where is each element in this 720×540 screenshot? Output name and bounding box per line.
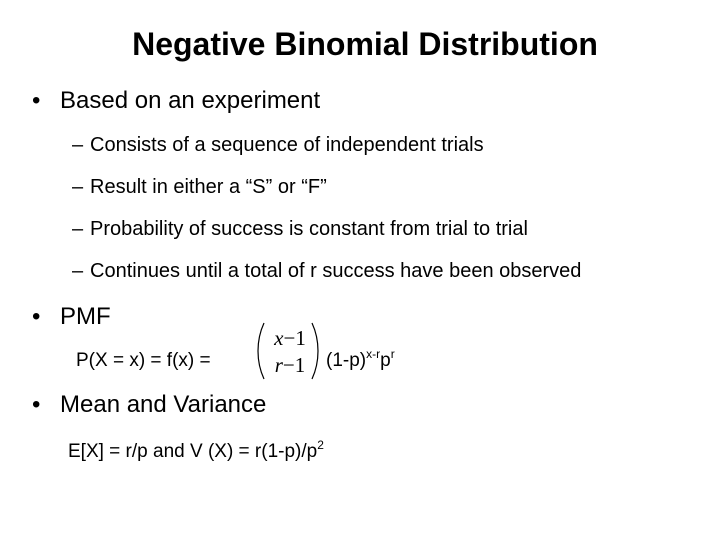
mean-variance-text: E[X] = r/p and V (X) = r(1-p)/p bbox=[68, 441, 318, 462]
binom-bottom: r−1 bbox=[274, 353, 306, 377]
bullet-marker: • bbox=[32, 303, 41, 330]
pmf-rhs-exp1: x-r bbox=[366, 347, 381, 361]
dash-marker: – bbox=[72, 134, 84, 156]
left-paren-icon bbox=[257, 322, 265, 380]
mean-variance-exp: 2 bbox=[317, 438, 324, 452]
pmf-lhs: P(X = x) = f(x) = bbox=[76, 350, 211, 371]
subitem-text: Consists of a sequence of independent trials bbox=[90, 134, 484, 156]
bullet-mean-variance bbox=[32, 390, 266, 420]
binomial-coefficient bbox=[257, 322, 319, 384]
bullet-marker: • bbox=[32, 391, 41, 418]
subitem-probability bbox=[72, 216, 528, 242]
dash-marker: – bbox=[72, 260, 84, 282]
pmf-rhs-exp2: r bbox=[390, 347, 395, 361]
dash-marker: – bbox=[72, 218, 84, 240]
bullet-label: Based on an experiment bbox=[60, 87, 321, 114]
pmf-rhs-base: (1-p) bbox=[326, 350, 367, 371]
subitem-sequence bbox=[72, 132, 484, 158]
subitem-continues bbox=[72, 258, 581, 284]
bullet-experiment bbox=[32, 86, 320, 116]
slide-title: Negative Binomial Distribution bbox=[132, 26, 598, 62]
right-paren-icon bbox=[311, 322, 319, 380]
mean-variance-formula bbox=[68, 440, 324, 464]
pmf-rhs bbox=[326, 349, 395, 373]
pmf-rhs-p: p bbox=[380, 350, 391, 371]
binom-top: x−1 bbox=[274, 326, 306, 350]
bullet-marker: • bbox=[32, 87, 41, 114]
dash-marker: – bbox=[72, 176, 84, 198]
subitem-text: Continues until a total of r success have been observed bbox=[90, 260, 582, 282]
subitem-result bbox=[72, 174, 327, 200]
bullet-label: PMF bbox=[60, 303, 111, 330]
bullet-label: Mean and Variance bbox=[60, 391, 267, 418]
subitem-text: Result in either a “S” or “F” bbox=[90, 176, 327, 198]
bullet-pmf bbox=[32, 302, 111, 332]
subitem-text: Probability of success is constant from trial to trial bbox=[90, 218, 528, 240]
